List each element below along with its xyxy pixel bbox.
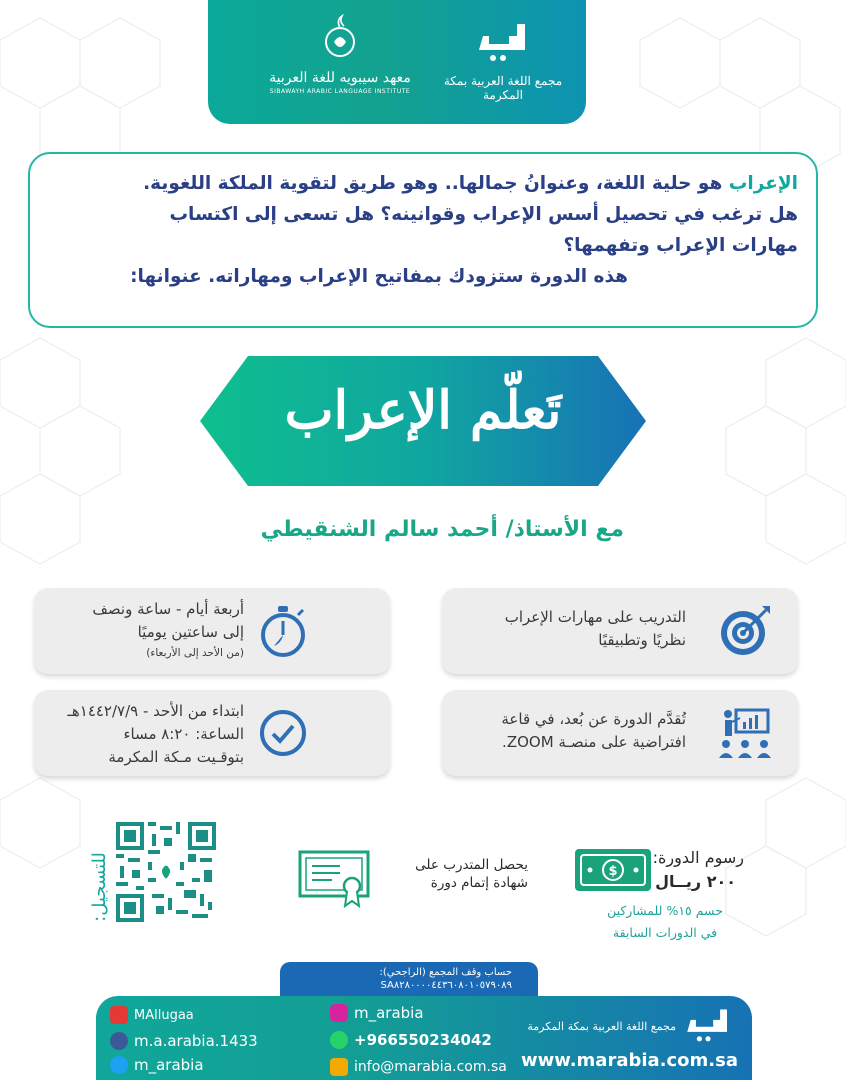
institute-name-ar: معهد سيبويه للغة العربية bbox=[269, 70, 411, 86]
card-delivery-line-1: تُقدَّم الدورة عن بُعد، في قاعة bbox=[501, 710, 686, 728]
footer-facebook[interactable] bbox=[110, 1030, 258, 1052]
card-schedule-line-2: الساعة: ٨:٢٠ مساء bbox=[123, 725, 244, 743]
intro-line-3: مهارات الإعراب وتفهمها؟ bbox=[563, 235, 798, 256]
footer-instagram[interactable] bbox=[330, 1002, 424, 1024]
footer-twitter[interactable] bbox=[110, 1054, 204, 1076]
youtube-icon bbox=[110, 1006, 128, 1024]
facebook-handle: m.a.arabia.1433 bbox=[134, 1032, 258, 1050]
twitter-handle: m_arabia bbox=[134, 1056, 204, 1074]
svg-text:$: $ bbox=[608, 864, 618, 879]
course-title: تَعلّم الإعراب bbox=[284, 380, 562, 441]
intro-accent-word: الإعراب bbox=[728, 173, 798, 194]
card-training-line-2: نظريًا وتطبيقيًا bbox=[598, 631, 686, 649]
card-schedule-line-3: بتوقـيت مـكة المكرمة bbox=[108, 748, 244, 766]
instagram-icon bbox=[330, 1004, 348, 1022]
intro-line-1-rest: هو حلية اللغة، وعنوانُ جمالها.. وهو طريق لتقوية الملكة اللغوية. bbox=[143, 173, 729, 194]
card-training bbox=[442, 588, 798, 674]
footer-academy-name: مجمع اللغة العربية بمكة المكرمة bbox=[527, 1020, 676, 1033]
email-address: info@marabia.com.sa bbox=[354, 1059, 507, 1075]
academy-logo-icon bbox=[473, 20, 533, 64]
fees-amount: ٢٠٠ ريــال bbox=[655, 872, 736, 891]
website-url[interactable]: www.marabia.com.sa bbox=[520, 1050, 738, 1071]
certificate-text bbox=[415, 856, 528, 892]
bank-line-2: SA٨٢٨٠٠٠٠٤٤٣٦٠٨٠١٠٥٧٩٠٨٩ bbox=[380, 980, 512, 991]
whatsapp-icon bbox=[330, 1031, 348, 1049]
stopwatch-icon bbox=[254, 602, 312, 660]
academy-logo-icon bbox=[682, 1006, 734, 1044]
card-duration-line-1: أربعة أيام - ساعة ونصف bbox=[92, 600, 244, 618]
card-training-line-1: التدريب على مهارات الإعراب bbox=[504, 608, 686, 626]
card-duration-text bbox=[92, 598, 244, 662]
target-icon bbox=[716, 602, 774, 660]
card-schedule bbox=[34, 690, 390, 776]
card-duration bbox=[34, 588, 390, 674]
card-duration-line-2: إلى ساعتين يوميًا bbox=[137, 623, 244, 641]
sibawayh-institute-logo bbox=[260, 14, 420, 95]
bank-line-1: حساب وقف المجمع (الراجحي): bbox=[379, 967, 512, 978]
facebook-icon bbox=[110, 1032, 128, 1050]
instagram-handle: m_arabia bbox=[354, 1004, 424, 1022]
intro-line-1 bbox=[48, 168, 798, 199]
certificate-icon bbox=[298, 848, 374, 908]
footer-phone[interactable] bbox=[330, 1029, 492, 1051]
certificate-line-2: شهادة إتمام دورة bbox=[430, 875, 528, 891]
intro-line-2: هل ترغب في تحصيل أسس الإعراب وقوانينه؟ هل تسعى إلى اكتساب bbox=[169, 204, 798, 225]
certificate-line-1: يحصل المتدرب على bbox=[415, 857, 528, 873]
card-training-text bbox=[505, 606, 686, 652]
academy-logo bbox=[424, 20, 582, 102]
card-delivery-line-2: افتراضية على منصـة ZOOM. bbox=[502, 733, 686, 751]
footer-brand bbox=[520, 1006, 740, 1080]
clock-icon bbox=[254, 704, 312, 762]
bank-account bbox=[280, 962, 538, 996]
card-schedule-line-1: ابتداء من الأحد - ١٤٤٢/٧/٩هـ bbox=[67, 702, 244, 720]
footer-email[interactable] bbox=[330, 1056, 507, 1078]
fees-label: رسوم الدورة: bbox=[652, 848, 744, 867]
youtube-handle: MAllugaa bbox=[134, 1007, 194, 1023]
card-delivery bbox=[442, 690, 798, 776]
academy-name-ar: مجمع اللغة العربية بمكة المكرمة bbox=[443, 74, 563, 102]
card-delivery-text bbox=[501, 708, 686, 754]
footer-youtube[interactable] bbox=[110, 1004, 194, 1026]
fees-discount bbox=[590, 900, 740, 944]
phone-number: +966550234042 bbox=[354, 1031, 492, 1049]
email-icon bbox=[330, 1058, 348, 1076]
money-icon bbox=[574, 848, 652, 892]
intro-text-box bbox=[28, 152, 818, 328]
certificate-info bbox=[298, 846, 528, 910]
presentation-icon bbox=[716, 704, 774, 762]
discount-line-1: حسم ١٥% للمشاركين bbox=[607, 903, 723, 918]
instructor-name: مع الأستاذ/ أحمد سالم الشنقيطي bbox=[260, 517, 624, 542]
intro-line-4: هذه الدورة ستزودك بمفاتيح الإعراب ومهاراته. عنوانها: bbox=[130, 266, 628, 287]
card-schedule-text bbox=[67, 700, 244, 769]
qr-code-icon[interactable] bbox=[116, 822, 216, 922]
discount-line-2: في الدورات السابقة bbox=[612, 925, 718, 940]
register-label: للتسجيل: bbox=[88, 852, 110, 922]
twitter-icon bbox=[110, 1056, 128, 1074]
footer bbox=[96, 996, 752, 1080]
card-duration-line-3: (من الأحد إلى الأربعاء) bbox=[146, 647, 244, 659]
institute-name-en: SIBAWAYH ARABIC LANGUAGE INSTITUTE bbox=[269, 88, 411, 95]
header-banner bbox=[208, 0, 586, 124]
emblem-icon bbox=[320, 14, 360, 64]
course-title-banner bbox=[200, 356, 646, 486]
